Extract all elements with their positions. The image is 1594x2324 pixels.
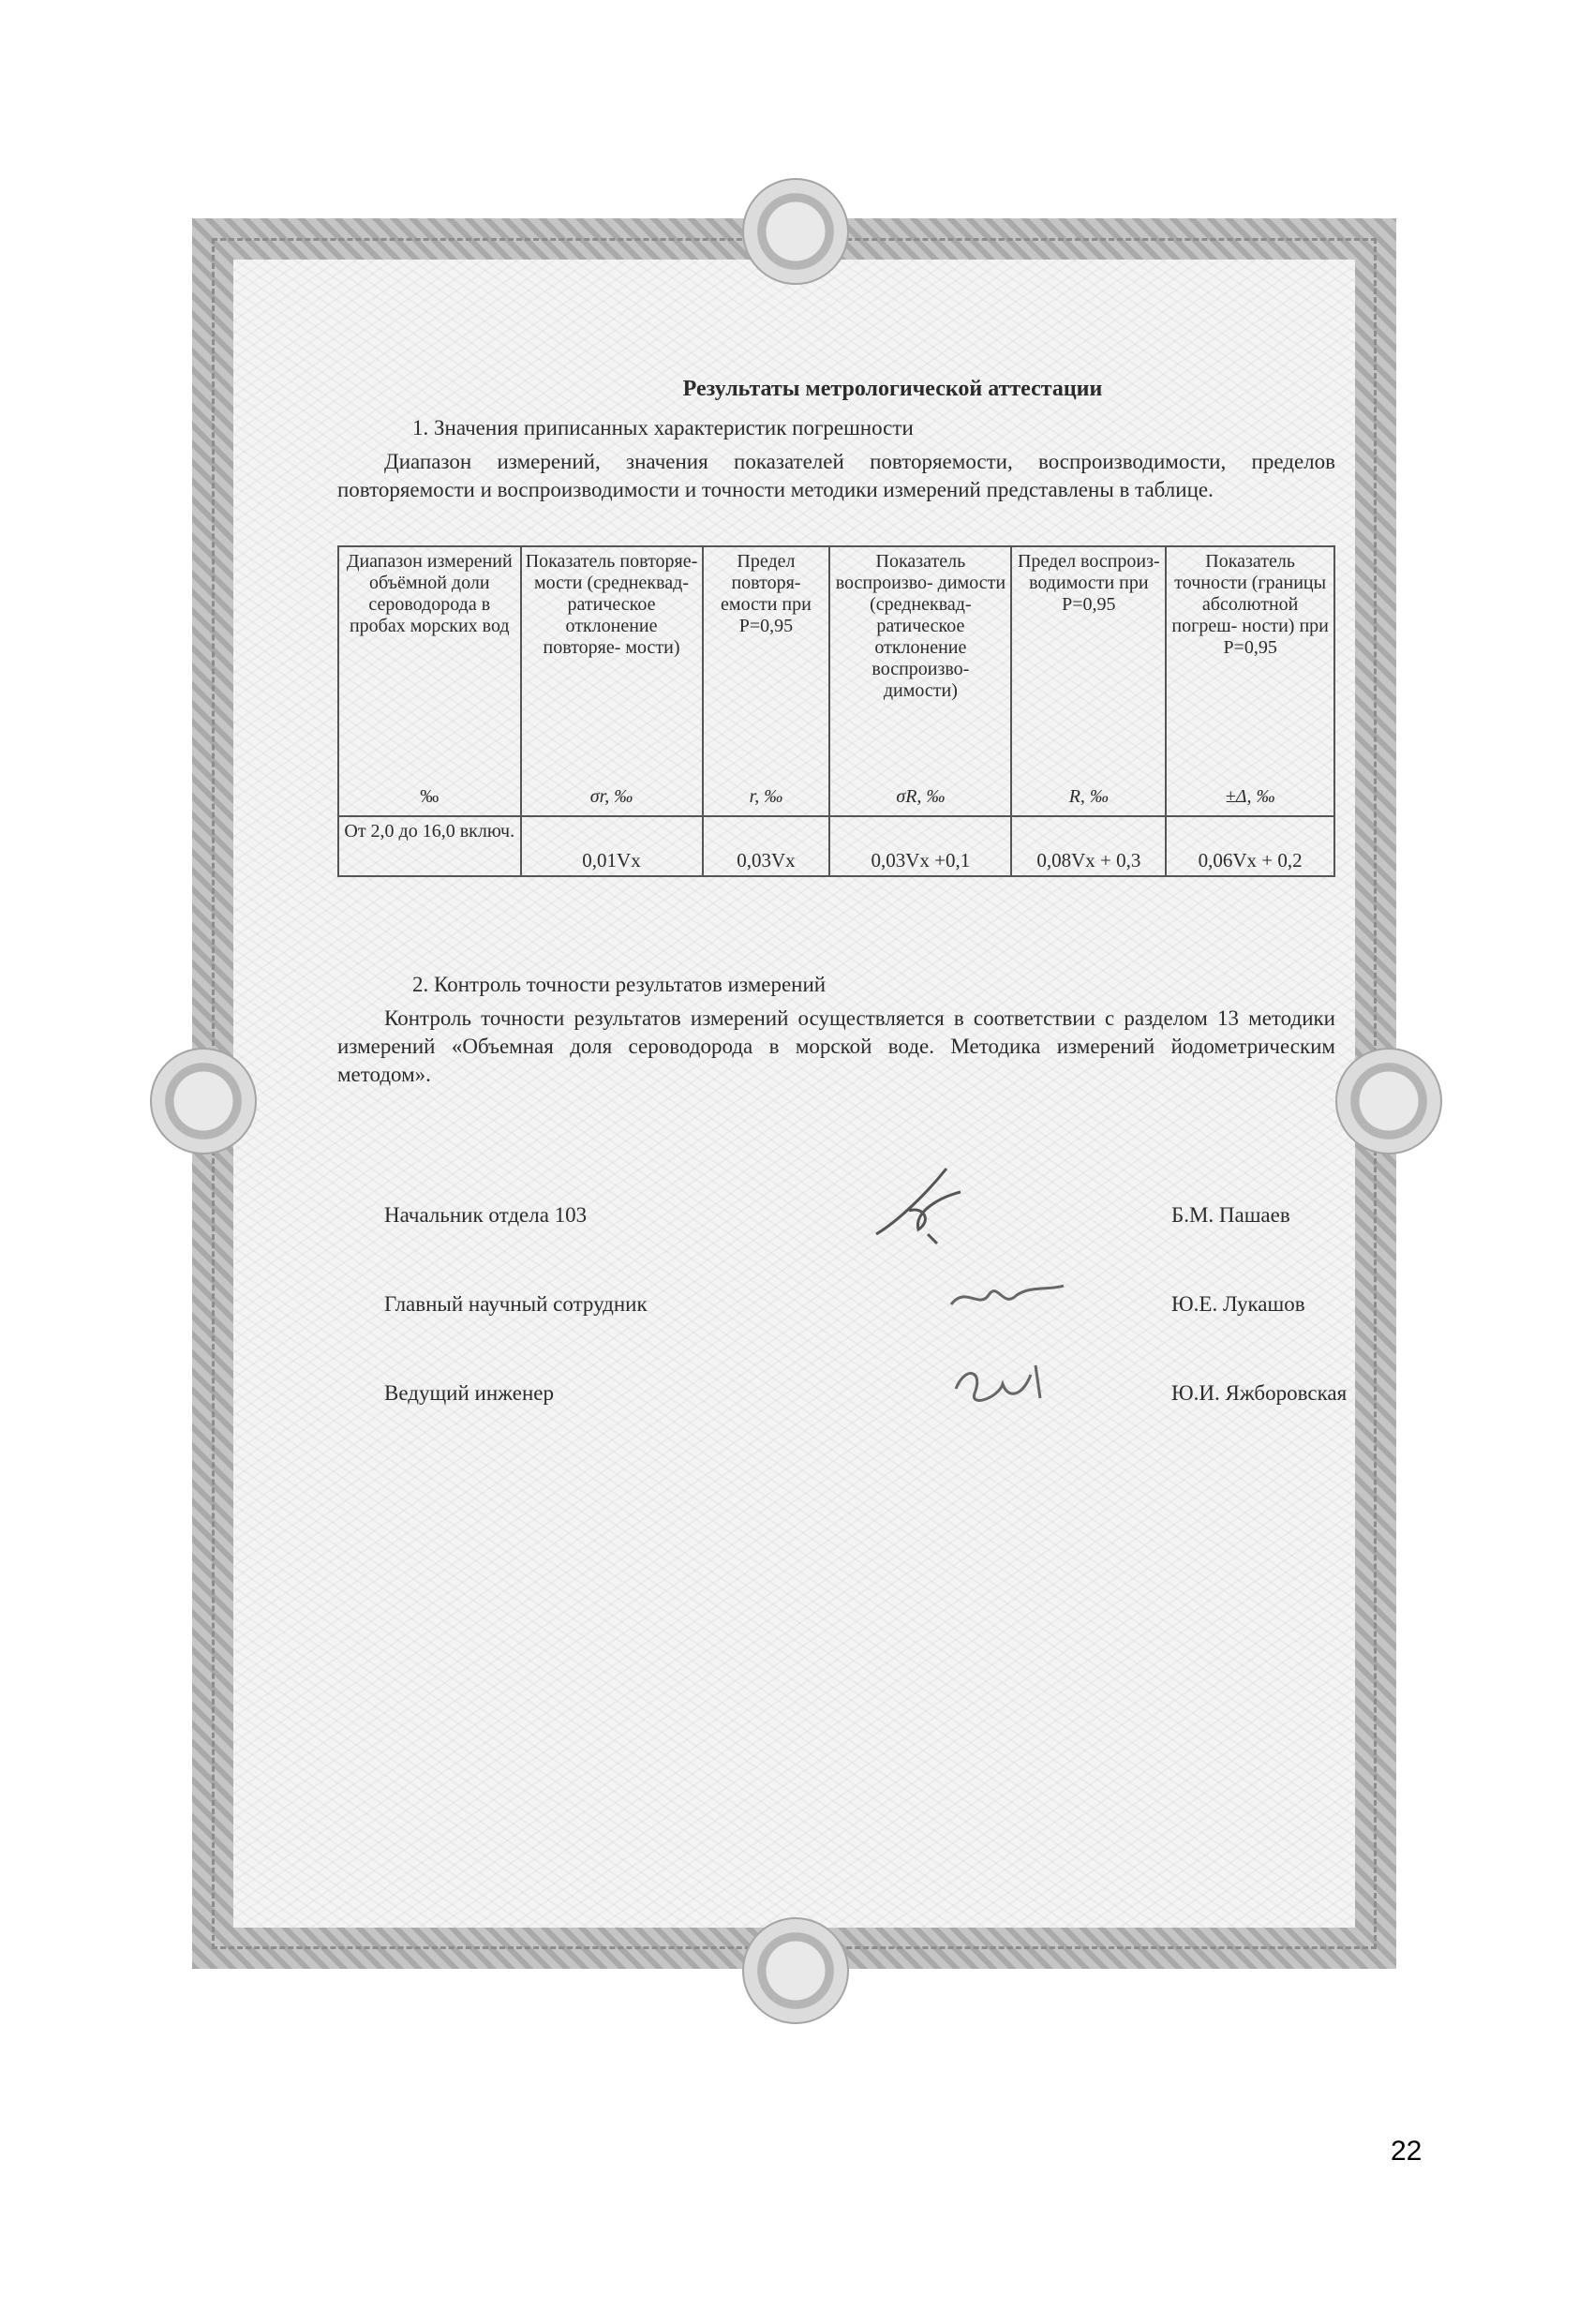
signature-row bbox=[384, 1290, 1335, 1328]
signature-name: Ю.Е. Лукашов bbox=[1171, 1292, 1305, 1316]
unit-label: r, ‰ bbox=[749, 786, 783, 807]
unit-label: ±Δ, ‰ bbox=[1225, 786, 1275, 807]
table-header-cell: Диапазон измерений объёмной доли сероводорода в пробах морских вод ‰ bbox=[338, 546, 521, 816]
document-title: Результаты метрологической аттестации bbox=[682, 377, 1103, 401]
signature-position: Начальник отдела 103 bbox=[384, 1203, 588, 1227]
section2 bbox=[337, 971, 1335, 1089]
table-cell-range: От 2,0 до 16,0 включ. bbox=[338, 816, 521, 876]
right-medallion bbox=[1335, 1048, 1442, 1155]
section1-heading: 1. Значения приписанных характеристик погрешности bbox=[412, 416, 914, 439]
signature-name: Ю.И. Яжборовская bbox=[1171, 1381, 1348, 1405]
metrology-table bbox=[337, 545, 1335, 877]
left-medallion bbox=[150, 1048, 257, 1155]
table-header-cell: Предел воспроиз- водимости при P=0,95 R, ‰ bbox=[1011, 546, 1166, 816]
table-header-cell: Показатель воспроизво- димости (среднеквад- ратическое отклонение воспроизво- димости) σR, ‰ bbox=[829, 546, 1011, 816]
signature-name: Б.М. Пашаев bbox=[1171, 1203, 1290, 1227]
table-cell-value: 0,06Vx + 0,2 bbox=[1166, 816, 1334, 876]
page-number: 22 bbox=[1391, 2136, 1423, 2167]
section2-heading: 2. Контроль точности результатов измерений bbox=[412, 973, 827, 996]
table-cell-value: 0,08Vx + 0,3 bbox=[1011, 816, 1166, 876]
handwritten-signature-icon bbox=[871, 1155, 993, 1248]
unit-label: R, ‰ bbox=[1068, 786, 1109, 807]
unit-label: σr, ‰ bbox=[589, 786, 633, 807]
table-cell-value: 0,03Vx +0,1 bbox=[829, 816, 1011, 876]
table-cell-value: 0,01Vx bbox=[521, 816, 703, 876]
signature-row bbox=[384, 1201, 1335, 1239]
unit-label: σR, ‰ bbox=[896, 786, 946, 807]
table-header-cell: Предел повторя- емости при P=0,95 r, ‰ bbox=[703, 546, 830, 816]
table-header-row bbox=[338, 546, 1334, 816]
table-header-cell: Показатель повторяе- мости (среднеквад- ратическое отклонение повторяе- мости) σr, ‰ bbox=[521, 546, 703, 816]
certificate-content bbox=[337, 375, 1348, 1417]
section2-paragraph: Контроль точности результатов измерений осуществляется в соответствии с разделом 13 методики измерений «Объемная доля сероводорода в морской воде. Методика измерений йодометрическим методом». bbox=[337, 1006, 1335, 1086]
signature-block bbox=[337, 1201, 1348, 1417]
section1-paragraph: Диапазон измерений, значения показателей повторяемости, воспроизводимости, пределов повторяемости и воспроизводимости и точности методики измерений представлены в таблице. bbox=[337, 450, 1335, 501]
bottom-medallion bbox=[742, 1917, 849, 2024]
signature-position: Ведущий инженер bbox=[384, 1381, 554, 1405]
signature-position: Главный научный сотрудник bbox=[384, 1292, 648, 1316]
table-row bbox=[338, 816, 1334, 876]
handwritten-signature-icon bbox=[946, 1267, 1068, 1323]
handwritten-signature-icon bbox=[946, 1356, 1059, 1412]
unit-label: ‰ bbox=[420, 786, 439, 807]
table-cell-value: 0,03Vx bbox=[703, 816, 830, 876]
top-medallion bbox=[742, 178, 849, 285]
table-header-cell: Показатель точности (границы абсолютной погреш- ности) при P=0,95 ±Δ, ‰ bbox=[1166, 546, 1334, 816]
signature-row bbox=[384, 1379, 1348, 1417]
